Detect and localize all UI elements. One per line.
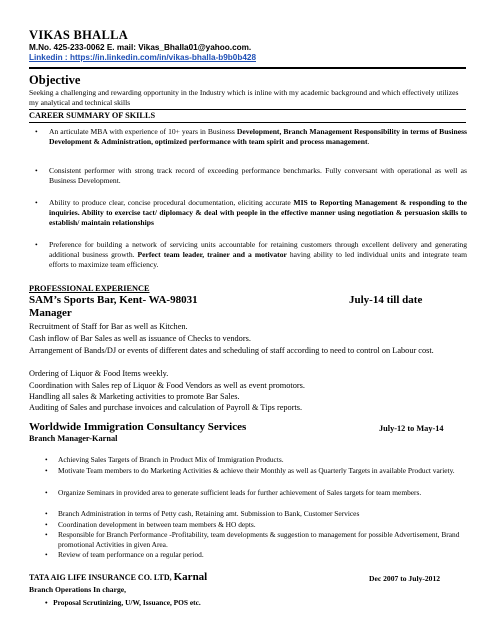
job2-company: Worldwide Immigration Consultancy Services <box>29 421 247 433</box>
bullet-icon: • <box>45 466 48 475</box>
summary-item <box>35 198 467 230</box>
job2-dates: July-12 to May-14 <box>379 424 444 433</box>
summary-item-text: Preference for building a network of servicing units accountable for retaining customers through excellent delivery and generating additional business growth. Perfect team leader, trainer and a motivator having ability to led individual units and integrate team efforts to maximize team efficiency. <box>49 240 467 269</box>
summary-item-text: Consistent performer with strong track record of exceeding performance benchmarks. Fully conversant with operational as well as Business Development. <box>49 166 467 185</box>
job1-company: SAM’s Sports Bar, Kent- WA-98031 <box>29 294 198 306</box>
summary-item-text: Ability to produce clear, concise procedural documentation, eliciting accurate MIS to Reporting Management & responding to the inquiries. Ability to exercise tact/ diplomacy & deal with people in the effective manner using negotiation & persuasion skills to establish/ maintain relationships <box>49 198 467 227</box>
bullet-icon: • <box>45 488 48 497</box>
bullet-icon: • <box>35 166 38 175</box>
bullet-icon: • <box>45 530 48 539</box>
email-link[interactable]: Vikas_Bhalla01@yahoo.com <box>138 43 249 52</box>
job1-line: Coordination with Sales rep of Liquor & Food Vendors as well as event promotors. <box>29 381 305 390</box>
candidate-name: VIKAS BHALLA <box>29 28 129 42</box>
job1-line: Auditing of Sales and purchase invoices and calculation of Payroll & Tips reports. <box>29 403 303 412</box>
experience-heading: PROFESSIONAL EXPERIENCE <box>29 284 150 293</box>
job1-dates: July-14 till date <box>349 294 423 306</box>
summary-item <box>35 166 467 188</box>
job1-title: Manager <box>29 307 72 319</box>
job2-title: Branch Manager-Karnal <box>29 434 118 443</box>
linkedin-link[interactable]: Linkedin : https://in.linkedin.com/in/vikas-bhalla-b9b0b428 <box>29 53 257 62</box>
divider <box>29 67 466 69</box>
objective-heading: Objective <box>29 73 81 87</box>
bullet-icon: • <box>35 240 38 249</box>
summary-heading: CAREER SUMMARY OF SKILLS <box>29 111 156 120</box>
contact-line <box>29 43 251 52</box>
divider <box>29 109 466 110</box>
bullet-icon: • <box>35 127 38 136</box>
job1-line: Arrangement of Bands/DJ or events of different dates and scheduling of staff according to need to control on Labour cost. <box>29 346 434 355</box>
job3-company: TATA AIG LIFE INSURANCE CO. LTD, Karnal <box>29 571 208 583</box>
objective-text: Seeking a challenging and rewarding opportunity in the Industry which is inline with my academic background and which effectively utilizes my analytical and technical skills <box>29 88 459 107</box>
bullet-icon: • <box>45 520 48 529</box>
email-suffix: . <box>248 43 252 52</box>
job3-dates: Dec 2007 to July-2012 <box>369 574 441 583</box>
divider <box>29 122 466 123</box>
job1-line: Ordering of Liquor & Food Items weekly. <box>29 369 169 378</box>
summary-item <box>35 240 467 272</box>
job1-line: Cash inflow of Bar Sales as well as issuance of Checks to vendors. <box>29 334 251 343</box>
job3-title: Branch Operations In charge, <box>29 585 127 594</box>
summary-item <box>35 127 467 159</box>
bullet-icon: • <box>35 198 38 207</box>
contact-prefix: M.No. 425-233-0062 E. mail: <box>29 43 139 52</box>
bullet-icon: • <box>45 509 48 518</box>
summary-item-text: An articulate MBA with experience of 10+ years in Business Development, Branch Management Responsibility in terms of Business Development & Administration, optimized performance with team spirit and process management. <box>49 127 467 146</box>
job3-bullet: • Proposal Scrutinizing, U/W, Issuance, POS etc. <box>45 598 201 607</box>
bullet-icon: • <box>45 598 48 607</box>
job1-line: Recruitment of Staff for Bar as well as Kitchen. <box>29 322 188 331</box>
bullet-icon: • <box>45 550 48 559</box>
bullet-icon: • <box>45 455 48 464</box>
job1-line: Handling all sales & Marketing activities to promote Bar Sales. <box>29 392 240 401</box>
resume-page: VIKAS BHALLA M.No. 425-233-0062 E. mail: Vikas_Bhalla01@yahoo.com. Linkedin : https://in.linkedin.com/in/vikas-bhalla-b9b0b428 Objective Seeking a challenging and rewarding opportunity in the Industry which is inline with my academic background and which effectively utilizes my analytical and technical skills CAREER SUMMARY OF SKILLS • An articulate MBA with experience of 10+ years in Business Development, Branch Management Responsibility in terms of Business Development & Administration, optimized performance with team spirit and process management. • Consistent performer with strong track record of exceeding performance benchmarks. Fully conversant with operational as well as Business Development. • Ability to produce clear, concise procedural documentation, eliciting accurate MIS to Reporting Management & responding to the inquiries. Ability to exercise tact/ diplomacy & deal with people in the effective manner using negotiation & persuasion skills to establish/ maintain relationships • Preference for building a network of servicing units accountable for retaining customers through excellent delivery and generating additional business growth. Perfect team leader, trainer and a motivator having ability to led individual units and integrate team efforts to maximize team efficiency. PROFESSIONAL EXPERIENCE SAM’s Sports Bar, Kent- WA-98031 July-14 till date Manager Recruitment of Staff for Bar as well as Kitchen. Cash inflow of Bar Sales as well as issuance of Checks to vendors. Arrangement of Bands/DJ or events of different dates and scheduling of staff according to need to control on Labour cost. Ordering of Liquor & Food Items weekly. Coordination with Sales rep of Liquor & Food Vendors as well as event promotors. Handling all sales & Marketing activities to promote Bar Sales. Auditing of Sales and purchase invoices and calculation of Payroll & Tips reports. Worldwide Immigration Consultancy Services July-12 to May-14 Branch Manager-Karnal • Achieving Sales Targets of Branch in Product Mix of Immigration Products. • Motivate Team members to do Marketing Activities & achieve their Monthly as well as Quarterly Targets in available Product variety. • Organize Seminars in provided area to generate sufficient leads for further achievement of Sales targets for team members. • Branch Administration in terms of Petty cash, Retaining amt. Submission to Bank, Customer Services • Coordination development in between team members & HO depts. • Responsible for Branch Performance -Profitability, team developments & suggestion to management for possible Advertisement, Brand promotional Activities in given Area. • Review of team performance on a regular period. TATA AIG LIFE INSURANCE CO. LTD, Karnal Dec 2007 to July-2012 Branch Operations In charge, • Proposal Scrutinizing, U/W, Issuance, POS etc. <box>29 28 467 607</box>
